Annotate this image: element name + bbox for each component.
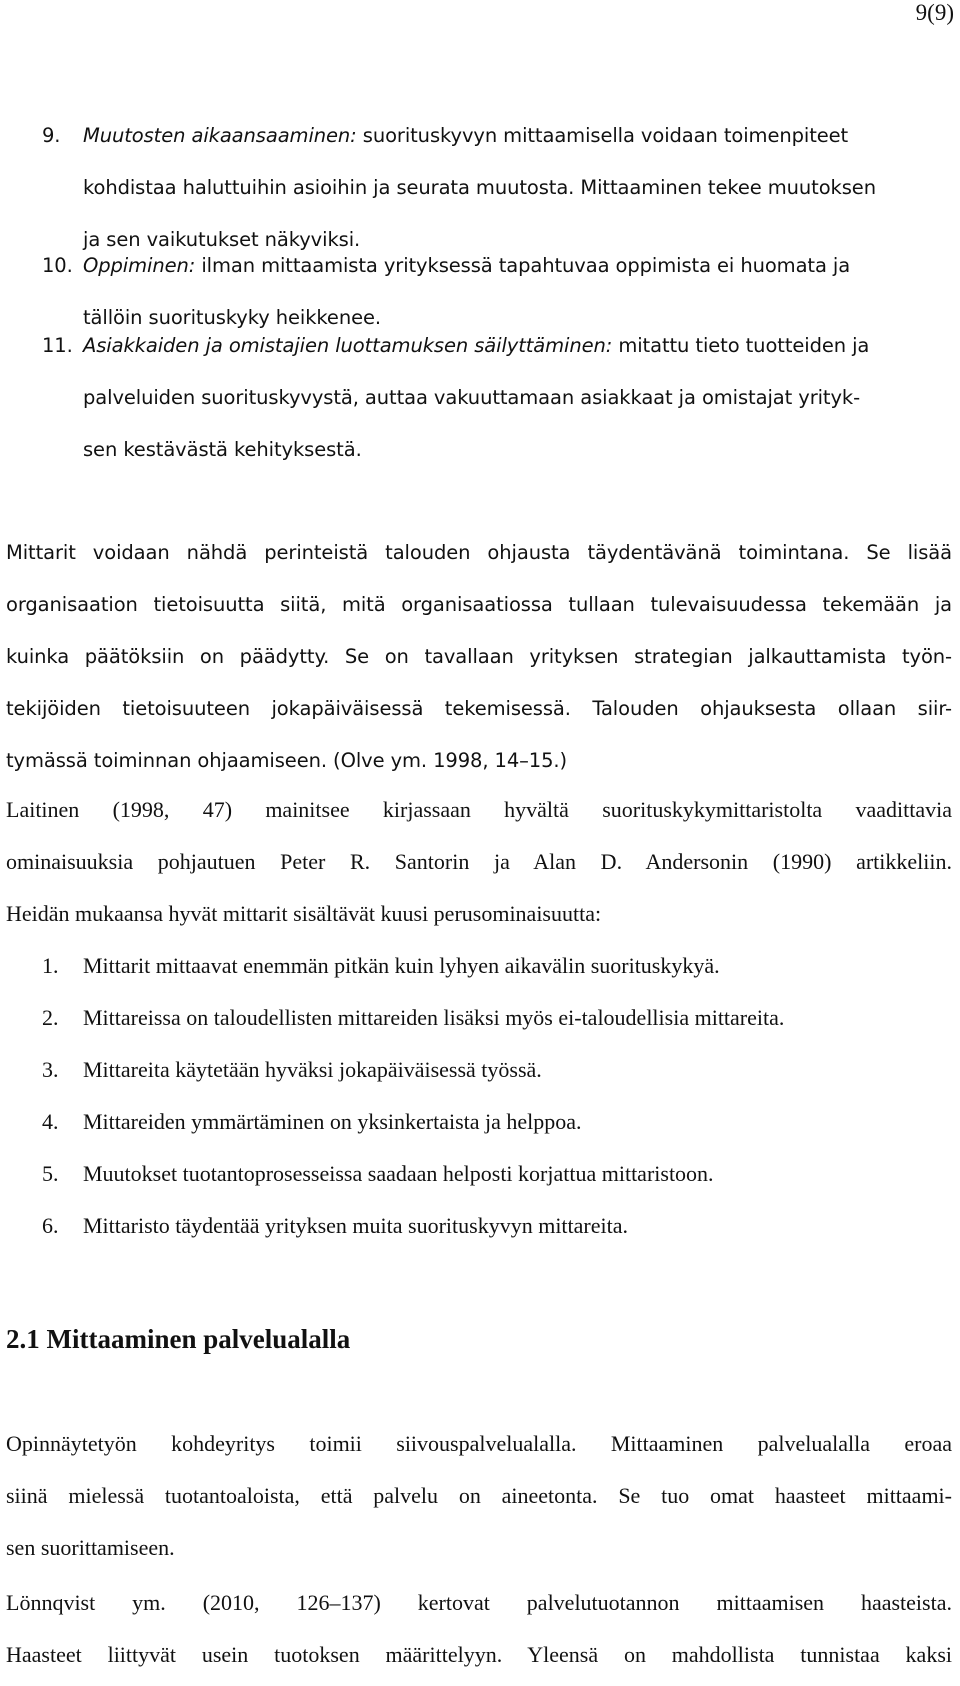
item-line: ja sen vaikutukset näkyviksi. [83, 228, 361, 251]
item-number: 10. [42, 254, 73, 277]
list-item-number: 1. [42, 953, 59, 978]
item-line [83, 240, 952, 292]
item-line: palveluiden suorituskyvystä, auttaa vakuuttamaan asiakkaat ja omistajat yrityk- [83, 386, 861, 409]
numbered-item-11 [0, 320, 952, 476]
item-line: sen kestävästä kehityksestä. [83, 438, 362, 461]
list-item-text: Muutokset tuotantoprosesseissa saadaan helposti korjattua mittaristoon. [83, 1161, 714, 1186]
item-line: kohdistaa haluttuihin asioihin ja seurata muutosta. Mittaaminen tekee muutoksen [83, 176, 876, 199]
list-item-text: Mittareiden ymmärtäminen on yksinkertaista ja helppoa. [83, 1109, 582, 1134]
paragraph-line: Haasteet liittyvät usein tuotoksen määrittelyyn. Yleensä on mahdollista tunnistaa kaksi [6, 1642, 952, 1667]
properties-list [0, 940, 952, 1252]
paragraph-line: Opinnäytetyön kohdeyritys toimii siivouspalvelualalla. Mittaaminen palvelualalla eroaa [6, 1431, 952, 1456]
list-item [0, 940, 952, 992]
paragraph-line: Lönnqvist ym. (2010, 126–137) kertovat palvelutuotannon mittaamisen haasteista. [6, 1590, 952, 1615]
item-line: tällöin suorituskyky heikkenee. [83, 306, 381, 329]
list-item-number: 2. [42, 1005, 59, 1030]
paragraph-opinnaytetyo [6, 1418, 952, 1574]
list-item [0, 992, 952, 1044]
list-item [0, 1044, 952, 1096]
list-item-number: 4. [42, 1109, 59, 1134]
item-text: mitattu tieto tuotteiden ja [612, 334, 870, 357]
paragraph-line: Heidän mukaansa hyvät mittarit sisältävät kuusi perusominaisuutta: [6, 901, 602, 926]
list-item [0, 1148, 952, 1200]
paragraph-line: ominaisuuksia pohjautuen Peter R. Santorin ja Alan D. Andersonin (1990) artikkeliin. [6, 849, 952, 874]
paragraph-line: sen suorittamiseen. [6, 1535, 175, 1560]
paragraph-mittarit [6, 527, 952, 787]
paragraph-line: kuinka päätöksiin on päädytty. Se on tavallaan yrityksen strategian jalkauttamista työn- [6, 645, 952, 668]
paragraph-line: tekijöiden tietoisuuteen jokapäiväisessä tekemisessä. Talouden ohjauksesta ollaan siir- [6, 697, 952, 720]
paragraph-line: Mittarit voidaan nähdä perinteistä talouden ohjausta täydentävänä toimintana. Se lisää [6, 541, 952, 564]
section-heading: 2.1 Mittaaminen palvelualalla [6, 1324, 351, 1354]
item-line [83, 320, 952, 372]
item-term: Asiakkaiden ja omistajien luottamuksen säilyttäminen: [83, 334, 613, 357]
item-number: 11. [42, 334, 73, 357]
list-item [0, 1200, 952, 1252]
item-text: ilman mittaamista yrityksessä tapahtuvaa oppimista ei huomata ja [195, 254, 851, 277]
paragraph-line: organisaation tietoisuutta siitä, mitä organisaatiossa tullaan tulevaisuudessa tekemään ja [6, 593, 952, 616]
list-item-text: Mittaristo täydentää yrityksen muita suorituskyvyn mittareita. [83, 1213, 629, 1238]
list-item-text: Mittareissa on taloudellisten mittareiden lisäksi myös ei-taloudellisia mittareita. [83, 1005, 785, 1030]
item-text: suorituskyvyn mittaamisella voidaan toimenpiteet [356, 124, 849, 147]
item-number: 9. [42, 124, 61, 147]
paragraph-line: Laitinen (1998, 47) mainitsee kirjassaan hyvältä suorituskykymittaristolta vaadittavia [6, 797, 952, 822]
paragraph-laitinen [6, 784, 952, 940]
item-term: Oppiminen: [83, 254, 196, 277]
paragraph-line: tymässä toiminnan ohjaamiseen. (Olve ym. 1998, 14–15.) [6, 749, 568, 772]
item-term: Muutosten aikaansaaminen: [83, 124, 357, 147]
page-number: 9(9) [915, 0, 954, 25]
list-item-text: Mittareita käytetään hyväksi jokapäiväisessä työssä. [83, 1057, 542, 1082]
list-item-number: 6. [42, 1213, 59, 1238]
item-line [83, 110, 952, 162]
list-item [0, 1096, 952, 1148]
paragraph-line: siinä mielessä tuotantoaloista, että palvelu on aineetonta. Se tuo omat haasteet mittaami- [6, 1483, 952, 1508]
list-item-number: 5. [42, 1161, 59, 1186]
paragraph-lonnqvist [6, 1577, 952, 1681]
list-item-number: 3. [42, 1057, 59, 1082]
list-item-text: Mittarit mittaavat enemmän pitkän kuin lyhyen aikavälin suorituskykyä. [83, 953, 720, 978]
